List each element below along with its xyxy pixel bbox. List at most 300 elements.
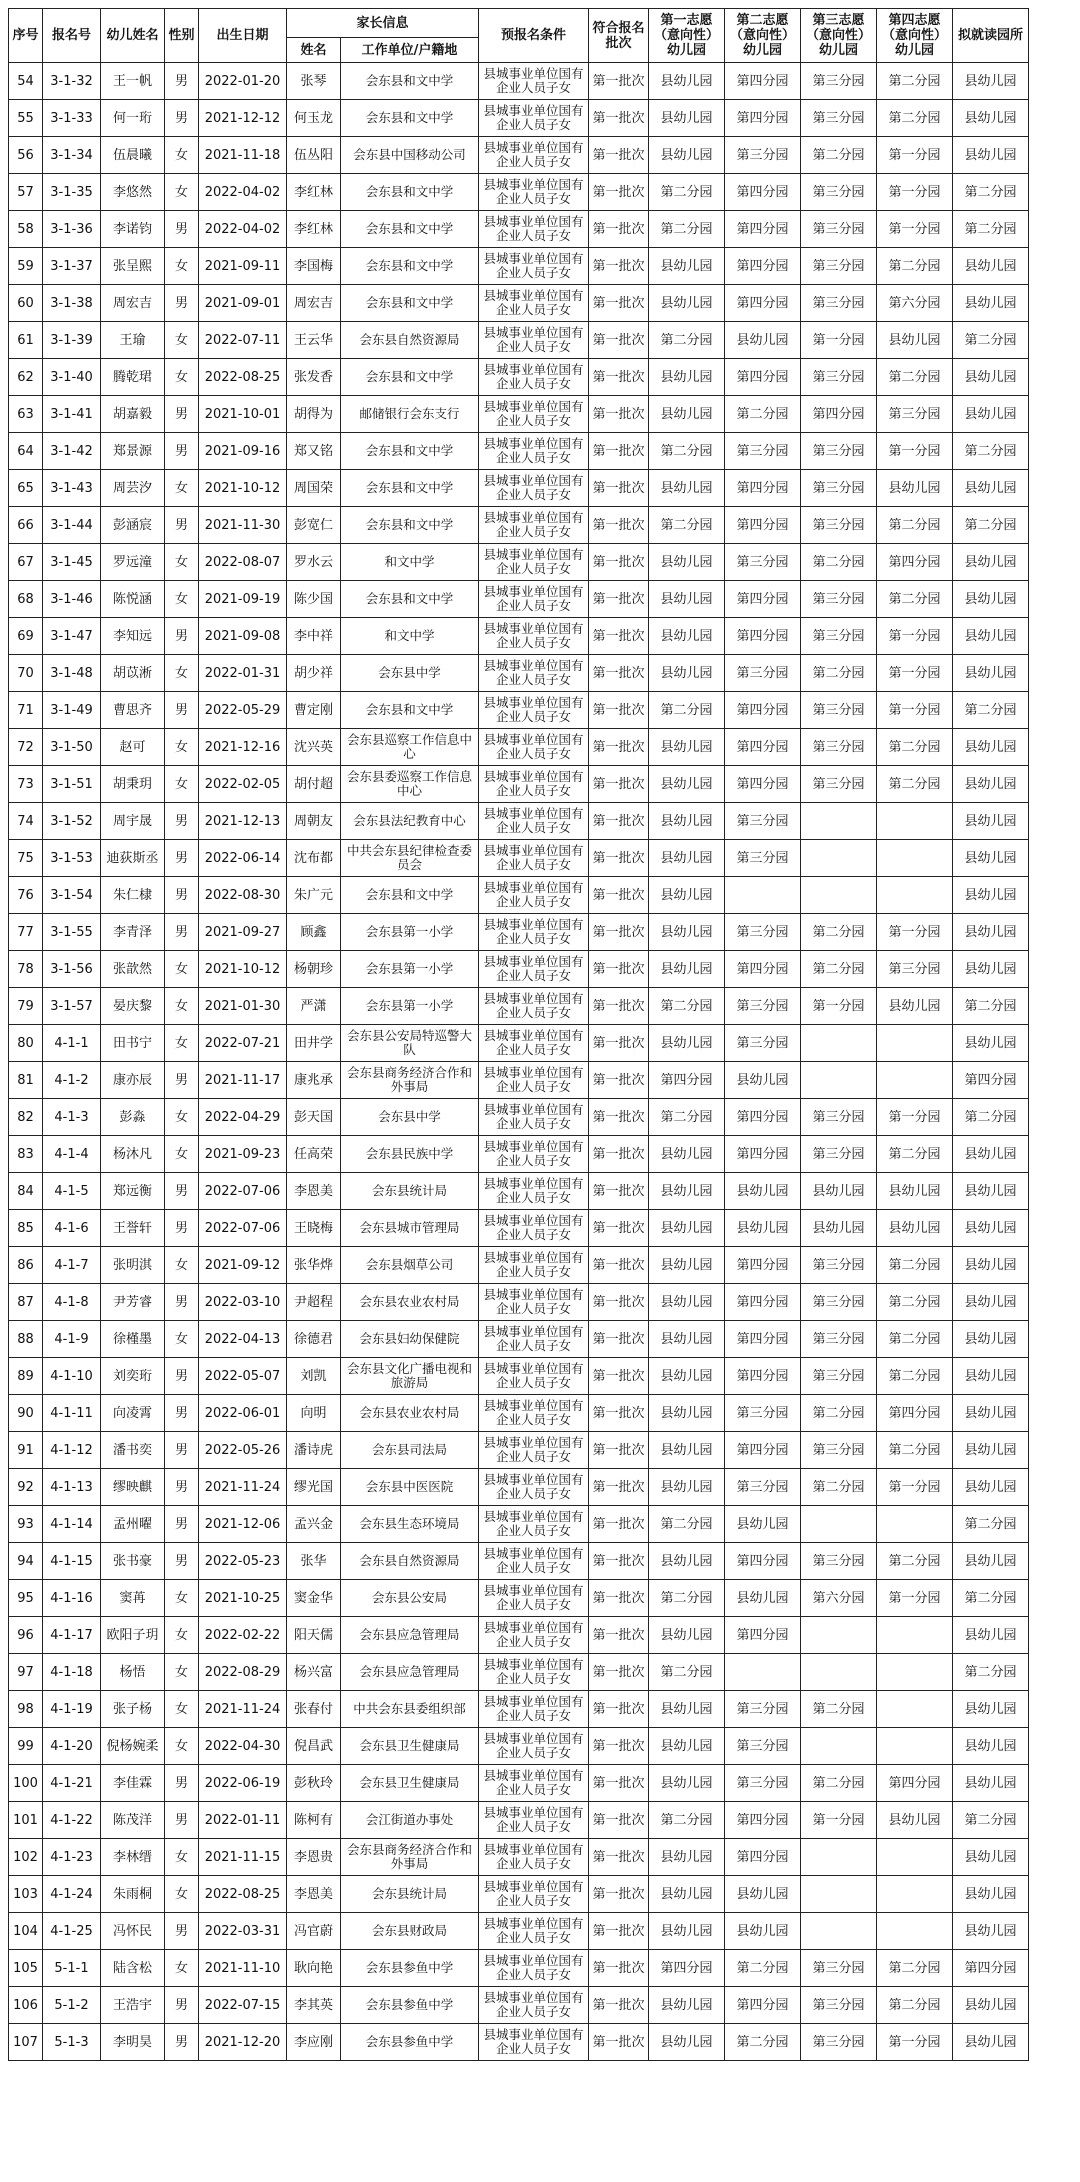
cell-reg-no: 3-1-49	[43, 692, 101, 729]
cell-gender: 男	[165, 1913, 199, 1950]
cell-gender: 女	[165, 1839, 199, 1876]
table-row	[9, 1210, 1080, 1247]
cell-seq: 77	[9, 914, 43, 951]
cell-choice-2: 第四分园	[725, 581, 801, 618]
cell-assigned: 县幼儿园	[953, 840, 1029, 877]
cell-parent-name: 沈兴英	[287, 729, 341, 766]
cell-birth-date: 2022-08-25	[199, 359, 287, 396]
cell-birth-date: 2022-04-30	[199, 1728, 287, 1765]
cell-batch: 第一批次	[589, 1432, 649, 1469]
cell-batch: 第一批次	[589, 1358, 649, 1395]
header-assigned: 拟就读园所	[953, 9, 1029, 63]
cell-conditions: 县城事业单位国有企业人员子女	[479, 914, 589, 951]
cell-choice-4: 县幼儿园	[877, 1173, 953, 1210]
cell-choice-4	[877, 1691, 953, 1728]
cell-birth-date: 2021-09-27	[199, 914, 287, 951]
cell-conditions: 县城事业单位国有企业人员子女	[479, 803, 589, 840]
cell-child-name: 彭涵宸	[101, 507, 165, 544]
cell-parent-name: 田井学	[287, 1025, 341, 1062]
cell-gender: 女	[165, 729, 199, 766]
cell-choice-3: 第三分园	[801, 1987, 877, 2024]
cell-parent-name: 罗水云	[287, 544, 341, 581]
cell-choice-2: 县幼儿园	[725, 1876, 801, 1913]
cell-choice-4: 第一分园	[877, 137, 953, 174]
table-row	[9, 1839, 1080, 1876]
cell-assigned: 县幼儿园	[953, 285, 1029, 322]
cell-birth-date: 2022-07-06	[199, 1210, 287, 1247]
table-row	[9, 1654, 1080, 1691]
cell-assigned: 县幼儿园	[953, 63, 1029, 100]
cell-choice-2: 第四分园	[725, 1987, 801, 2024]
cell-choice-3	[801, 1913, 877, 1950]
cell-reg-no: 4-1-12	[43, 1432, 101, 1469]
cell-workplace: 中共会东县委组织部	[341, 1691, 479, 1728]
cell-reg-no: 3-1-42	[43, 433, 101, 470]
cell-parent-name: 张春付	[287, 1691, 341, 1728]
cell-assigned: 第二分园	[953, 1099, 1029, 1136]
cell-choice-3: 第一分园	[801, 1802, 877, 1839]
cell-assigned: 第二分园	[953, 211, 1029, 248]
cell-choice-1: 县幼儿园	[649, 655, 725, 692]
cell-conditions: 县城事业单位国有企业人员子女	[479, 507, 589, 544]
cell-birth-date: 2021-11-24	[199, 1469, 287, 1506]
cell-batch: 第一批次	[589, 1765, 649, 1802]
cell-choice-2: 县幼儿园	[725, 1173, 801, 1210]
cell-choice-1: 县幼儿园	[649, 914, 725, 951]
cell-seq: 92	[9, 1469, 43, 1506]
cell-choice-4: 第一分园	[877, 211, 953, 248]
cell-birth-date: 2021-12-12	[199, 100, 287, 137]
cell-conditions: 县城事业单位国有企业人员子女	[479, 359, 589, 396]
cell-reg-no: 4-1-17	[43, 1617, 101, 1654]
cell-gender: 女	[165, 1876, 199, 1913]
cell-conditions: 县城事业单位国有企业人员子女	[479, 1950, 589, 1987]
cell-birth-date: 2021-12-13	[199, 803, 287, 840]
cell-workplace: 会东县和文中学	[341, 877, 479, 914]
cell-parent-name: 李红林	[287, 211, 341, 248]
cell-reg-no: 4-1-22	[43, 1802, 101, 1839]
cell-parent-name: 彭天国	[287, 1099, 341, 1136]
cell-choice-3	[801, 877, 877, 914]
cell-seq: 97	[9, 1654, 43, 1691]
table-row	[9, 1284, 1080, 1321]
cell-assigned: 县幼儿园	[953, 137, 1029, 174]
cell-workplace: 会东县妇幼保健院	[341, 1321, 479, 1358]
cell-batch: 第一批次	[589, 1950, 649, 1987]
cell-choice-3: 第一分园	[801, 988, 877, 1025]
cell-gender: 男	[165, 840, 199, 877]
cell-choice-1: 县幼儿园	[649, 396, 725, 433]
cell-gender: 女	[165, 1321, 199, 1358]
cell-conditions: 县城事业单位国有企业人员子女	[479, 137, 589, 174]
cell-choice-4	[877, 877, 953, 914]
cell-workplace: 会东县和文中学	[341, 433, 479, 470]
cell-conditions: 县城事业单位国有企业人员子女	[479, 2024, 589, 2061]
cell-parent-name: 李恩贵	[287, 1839, 341, 1876]
cell-choice-3: 第三分园	[801, 1136, 877, 1173]
cell-birth-date: 2022-04-13	[199, 1321, 287, 1358]
cell-assigned: 县幼儿园	[953, 1395, 1029, 1432]
cell-choice-4: 第二分园	[877, 1987, 953, 2024]
table-row	[9, 1543, 1080, 1580]
cell-choice-2: 第四分园	[725, 248, 801, 285]
cell-birth-date: 2021-12-20	[199, 2024, 287, 2061]
cell-child-name: 朱仁棣	[101, 877, 165, 914]
cell-parent-name: 张发香	[287, 359, 341, 396]
cell-choice-4: 第二分园	[877, 507, 953, 544]
cell-child-name: 周宏吉	[101, 285, 165, 322]
cell-reg-no: 4-1-8	[43, 1284, 101, 1321]
cell-choice-1: 县幼儿园	[649, 766, 725, 803]
cell-gender: 女	[165, 1247, 199, 1284]
cell-choice-2: 第二分园	[725, 2024, 801, 2061]
cell-child-name: 倪杨婉柔	[101, 1728, 165, 1765]
cell-choice-1: 县幼儿园	[649, 100, 725, 137]
cell-reg-no: 4-1-7	[43, 1247, 101, 1284]
cell-assigned: 县幼儿园	[953, 100, 1029, 137]
cell-birth-date: 2022-01-11	[199, 1802, 287, 1839]
cell-seq: 68	[9, 581, 43, 618]
cell-workplace: 会东县参鱼中学	[341, 1987, 479, 2024]
cell-choice-1: 县幼儿园	[649, 1876, 725, 1913]
cell-assigned: 第二分园	[953, 322, 1029, 359]
cell-parent-name: 曹定刚	[287, 692, 341, 729]
cell-choice-4	[877, 1617, 953, 1654]
cell-gender: 女	[165, 951, 199, 988]
cell-reg-no: 3-1-54	[43, 877, 101, 914]
cell-gender: 女	[165, 1728, 199, 1765]
cell-child-name: 罗远潼	[101, 544, 165, 581]
cell-child-name: 张子杨	[101, 1691, 165, 1728]
cell-gender: 男	[165, 1210, 199, 1247]
cell-workplace: 会东县和文中学	[341, 174, 479, 211]
cell-choice-2: 第三分园	[725, 1025, 801, 1062]
cell-choice-4: 第一分园	[877, 174, 953, 211]
cell-choice-2: 第三分园	[725, 1691, 801, 1728]
header-batch: 符合报名批次	[589, 9, 649, 63]
cell-birth-date: 2021-10-12	[199, 951, 287, 988]
cell-batch: 第一批次	[589, 1173, 649, 1210]
cell-gender: 男	[165, 1802, 199, 1839]
table-row	[9, 581, 1080, 618]
cell-assigned: 第二分园	[953, 1506, 1029, 1543]
cell-choice-2: 县幼儿园	[725, 1506, 801, 1543]
cell-choice-1: 第二分园	[649, 211, 725, 248]
cell-reg-no: 3-1-46	[43, 581, 101, 618]
cell-gender: 男	[165, 1543, 199, 1580]
cell-workplace: 会东县中国移动公司	[341, 137, 479, 174]
cell-assigned: 县幼儿园	[953, 655, 1029, 692]
cell-conditions: 县城事业单位国有企业人员子女	[479, 174, 589, 211]
cell-choice-1: 第二分园	[649, 988, 725, 1025]
table-row	[9, 285, 1080, 322]
header-birth-date: 出生日期	[199, 9, 287, 63]
cell-birth-date: 2022-04-29	[199, 1099, 287, 1136]
cell-choice-2: 县幼儿园	[725, 322, 801, 359]
cell-assigned: 第二分园	[953, 1654, 1029, 1691]
cell-assigned: 县幼儿园	[953, 1987, 1029, 2024]
cell-choice-2: 县幼儿园	[725, 1913, 801, 1950]
cell-gender: 女	[165, 1025, 199, 1062]
cell-seq: 65	[9, 470, 43, 507]
cell-conditions: 县城事业单位国有企业人员子女	[479, 211, 589, 248]
table-row	[9, 2024, 1080, 2061]
cell-assigned: 第二分园	[953, 1580, 1029, 1617]
cell-seq: 91	[9, 1432, 43, 1469]
cell-choice-3: 第三分园	[801, 285, 877, 322]
cell-parent-name: 陈柯有	[287, 1802, 341, 1839]
cell-conditions: 县城事业单位国有企业人员子女	[479, 581, 589, 618]
cell-child-name: 赵可	[101, 729, 165, 766]
cell-choice-4	[877, 1025, 953, 1062]
cell-choice-1: 县幼儿园	[649, 63, 725, 100]
cell-seq: 78	[9, 951, 43, 988]
cell-seq: 82	[9, 1099, 43, 1136]
cell-assigned: 县幼儿园	[953, 1173, 1029, 1210]
cell-conditions: 县城事业单位国有企业人员子女	[479, 1802, 589, 1839]
cell-reg-no: 3-1-51	[43, 766, 101, 803]
cell-workplace: 会东县和文中学	[341, 507, 479, 544]
cell-choice-4: 第三分园	[877, 951, 953, 988]
cell-choice-2: 第三分园	[725, 1728, 801, 1765]
table-row	[9, 1321, 1080, 1358]
cell-reg-no: 4-1-14	[43, 1506, 101, 1543]
cell-seq: 89	[9, 1358, 43, 1395]
cell-choice-3	[801, 1728, 877, 1765]
cell-parent-name: 伍丛阳	[287, 137, 341, 174]
cell-gender: 男	[165, 433, 199, 470]
cell-parent-name: 倪昌武	[287, 1728, 341, 1765]
cell-workplace: 会东县文化广播电视和旅游局	[341, 1358, 479, 1395]
cell-parent-name: 杨兴富	[287, 1654, 341, 1691]
cell-seq: 99	[9, 1728, 43, 1765]
cell-conditions: 县城事业单位国有企业人员子女	[479, 692, 589, 729]
cell-birth-date: 2022-05-23	[199, 1543, 287, 1580]
cell-batch: 第一批次	[589, 988, 649, 1025]
cell-choice-1: 县幼儿园	[649, 1173, 725, 1210]
cell-batch: 第一批次	[589, 1025, 649, 1062]
cell-reg-no: 3-1-50	[43, 729, 101, 766]
cell-batch: 第一批次	[589, 1839, 649, 1876]
cell-choice-2: 第四分园	[725, 359, 801, 396]
cell-birth-date: 2021-11-15	[199, 1839, 287, 1876]
cell-assigned: 县幼儿园	[953, 803, 1029, 840]
cell-choice-1: 第二分园	[649, 174, 725, 211]
cell-choice-3	[801, 1876, 877, 1913]
cell-seq: 87	[9, 1284, 43, 1321]
cell-reg-no: 5-1-3	[43, 2024, 101, 2061]
cell-choice-4	[877, 840, 953, 877]
cell-choice-2: 第四分园	[725, 63, 801, 100]
cell-workplace: 会东县中学	[341, 655, 479, 692]
cell-choice-4: 第一分园	[877, 655, 953, 692]
cell-batch: 第一批次	[589, 2024, 649, 2061]
header-child-name: 幼儿姓名	[101, 9, 165, 63]
cell-birth-date: 2021-10-01	[199, 396, 287, 433]
table-row	[9, 1247, 1080, 1284]
cell-workplace: 会东县和文中学	[341, 100, 479, 137]
cell-gender: 女	[165, 1099, 199, 1136]
cell-workplace: 会东县商务经济合作和外事局	[341, 1839, 479, 1876]
cell-conditions: 县城事业单位国有企业人员子女	[479, 1284, 589, 1321]
cell-batch: 第一批次	[589, 655, 649, 692]
cell-reg-no: 4-1-6	[43, 1210, 101, 1247]
cell-choice-4: 第一分园	[877, 692, 953, 729]
cell-gender: 女	[165, 248, 199, 285]
cell-choice-2: 第四分园	[725, 766, 801, 803]
cell-gender: 男	[165, 1987, 199, 2024]
cell-child-name: 李悠然	[101, 174, 165, 211]
cell-choice-1: 县幼儿园	[649, 285, 725, 322]
table-row	[9, 803, 1080, 840]
cell-conditions: 县城事业单位国有企业人员子女	[479, 840, 589, 877]
cell-assigned: 县幼儿园	[953, 1543, 1029, 1580]
cell-child-name: 胡苡淅	[101, 655, 165, 692]
cell-assigned: 第二分园	[953, 507, 1029, 544]
cell-batch: 第一批次	[589, 581, 649, 618]
cell-parent-name: 王晓梅	[287, 1210, 341, 1247]
cell-choice-3: 第一分园	[801, 322, 877, 359]
cell-conditions: 县城事业单位国有企业人员子女	[479, 618, 589, 655]
cell-batch: 第一批次	[589, 470, 649, 507]
cell-reg-no: 3-1-39	[43, 322, 101, 359]
cell-assigned: 县幼儿园	[953, 1432, 1029, 1469]
table-row	[9, 174, 1080, 211]
cell-choice-1: 县幼儿园	[649, 1987, 725, 2024]
cell-child-name: 李青泽	[101, 914, 165, 951]
table-row	[9, 248, 1080, 285]
cell-parent-name: 刘凯	[287, 1358, 341, 1395]
cell-reg-no: 3-1-34	[43, 137, 101, 174]
cell-choice-2: 第四分园	[725, 100, 801, 137]
header-seq: 序号	[9, 9, 43, 63]
cell-choice-2: 县幼儿园	[725, 1580, 801, 1617]
cell-choice-4: 第二分园	[877, 63, 953, 100]
header-reg-no: 报名号	[43, 9, 101, 63]
cell-choice-2	[725, 1654, 801, 1691]
cell-batch: 第一批次	[589, 1543, 649, 1580]
cell-parent-name: 冯官蔚	[287, 1913, 341, 1950]
cell-workplace: 会东县和文中学	[341, 581, 479, 618]
cell-conditions: 县城事业单位国有企业人员子女	[479, 63, 589, 100]
cell-child-name: 王瑜	[101, 322, 165, 359]
cell-conditions: 县城事业单位国有企业人员子女	[479, 1913, 589, 1950]
cell-choice-4	[877, 1913, 953, 1950]
cell-choice-2: 第四分园	[725, 692, 801, 729]
cell-seq: 60	[9, 285, 43, 322]
cell-parent-name: 任高荣	[287, 1136, 341, 1173]
cell-seq: 73	[9, 766, 43, 803]
cell-choice-3: 第三分园	[801, 1247, 877, 1284]
cell-batch: 第一批次	[589, 766, 649, 803]
cell-assigned: 县幼儿园	[953, 1617, 1029, 1654]
cell-choice-3: 第三分园	[801, 63, 877, 100]
cell-choice-1: 第二分园	[649, 692, 725, 729]
cell-workplace: 会东县和文中学	[341, 285, 479, 322]
cell-gender: 男	[165, 877, 199, 914]
cell-choice-4: 第二分园	[877, 1247, 953, 1284]
cell-seq: 66	[9, 507, 43, 544]
cell-gender: 女	[165, 1617, 199, 1654]
cell-choice-1: 第二分园	[649, 1802, 725, 1839]
cell-choice-1: 县幼儿园	[649, 1395, 725, 1432]
cell-choice-3: 第二分园	[801, 655, 877, 692]
cell-choice-3: 第二分园	[801, 544, 877, 581]
cell-choice-1: 县幼儿园	[649, 1913, 725, 1950]
cell-seq: 80	[9, 1025, 43, 1062]
cell-reg-no: 3-1-53	[43, 840, 101, 877]
cell-conditions: 县城事业单位国有企业人员子女	[479, 1321, 589, 1358]
cell-gender: 男	[165, 803, 199, 840]
cell-choice-2: 第三分园	[725, 803, 801, 840]
cell-parent-name: 胡付超	[287, 766, 341, 803]
cell-workplace: 会东县统计局	[341, 1876, 479, 1913]
cell-birth-date: 2021-09-23	[199, 1136, 287, 1173]
cell-workplace: 和文中学	[341, 544, 479, 581]
cell-birth-date: 2022-08-29	[199, 1654, 287, 1691]
cell-seq: 101	[9, 1802, 43, 1839]
cell-seq: 94	[9, 1543, 43, 1580]
cell-parent-name: 李国梅	[287, 248, 341, 285]
cell-reg-no: 3-1-52	[43, 803, 101, 840]
cell-choice-3: 第三分园	[801, 1950, 877, 1987]
cell-choice-4	[877, 1876, 953, 1913]
cell-batch: 第一批次	[589, 285, 649, 322]
cell-batch: 第一批次	[589, 507, 649, 544]
cell-parent-name: 向明	[287, 1395, 341, 1432]
cell-conditions: 县城事业单位国有企业人员子女	[479, 988, 589, 1025]
cell-workplace: 会东县农业农村局	[341, 1284, 479, 1321]
cell-gender: 男	[165, 1358, 199, 1395]
cell-choice-4	[877, 1839, 953, 1876]
cell-batch: 第一批次	[589, 877, 649, 914]
table-row	[9, 322, 1080, 359]
cell-gender: 女	[165, 137, 199, 174]
cell-assigned: 县幼儿园	[953, 544, 1029, 581]
table-row	[9, 1062, 1080, 1099]
cell-child-name: 郑景源	[101, 433, 165, 470]
cell-batch: 第一批次	[589, 1469, 649, 1506]
cell-gender: 女	[165, 1136, 199, 1173]
cell-choice-4: 第二分园	[877, 100, 953, 137]
cell-child-name: 朱雨桐	[101, 1876, 165, 1913]
cell-choice-3: 第三分园	[801, 1321, 877, 1358]
cell-gender: 男	[165, 100, 199, 137]
table-row	[9, 766, 1080, 803]
cell-seq: 75	[9, 840, 43, 877]
cell-child-name: 郑远衡	[101, 1173, 165, 1210]
cell-seq: 58	[9, 211, 43, 248]
cell-choice-1: 第四分园	[649, 1950, 725, 1987]
cell-workplace: 会东县生态环境局	[341, 1506, 479, 1543]
table-body	[9, 63, 1080, 2061]
cell-child-name: 陆含松	[101, 1950, 165, 1987]
cell-choice-2: 第四分园	[725, 1543, 801, 1580]
cell-choice-2: 第四分园	[725, 1432, 801, 1469]
cell-choice-2: 第四分园	[725, 507, 801, 544]
cell-workplace: 会东县农业农村局	[341, 1395, 479, 1432]
cell-choice-4: 第二分园	[877, 581, 953, 618]
cell-choice-4: 县幼儿园	[877, 322, 953, 359]
cell-gender: 男	[165, 692, 199, 729]
cell-birth-date: 2021-09-01	[199, 285, 287, 322]
cell-seq: 88	[9, 1321, 43, 1358]
cell-batch: 第一批次	[589, 1987, 649, 2024]
cell-seq: 61	[9, 322, 43, 359]
cell-workplace: 会江街道办事处	[341, 1802, 479, 1839]
cell-child-name: 王浩宇	[101, 1987, 165, 2024]
cell-choice-2: 第三分园	[725, 655, 801, 692]
